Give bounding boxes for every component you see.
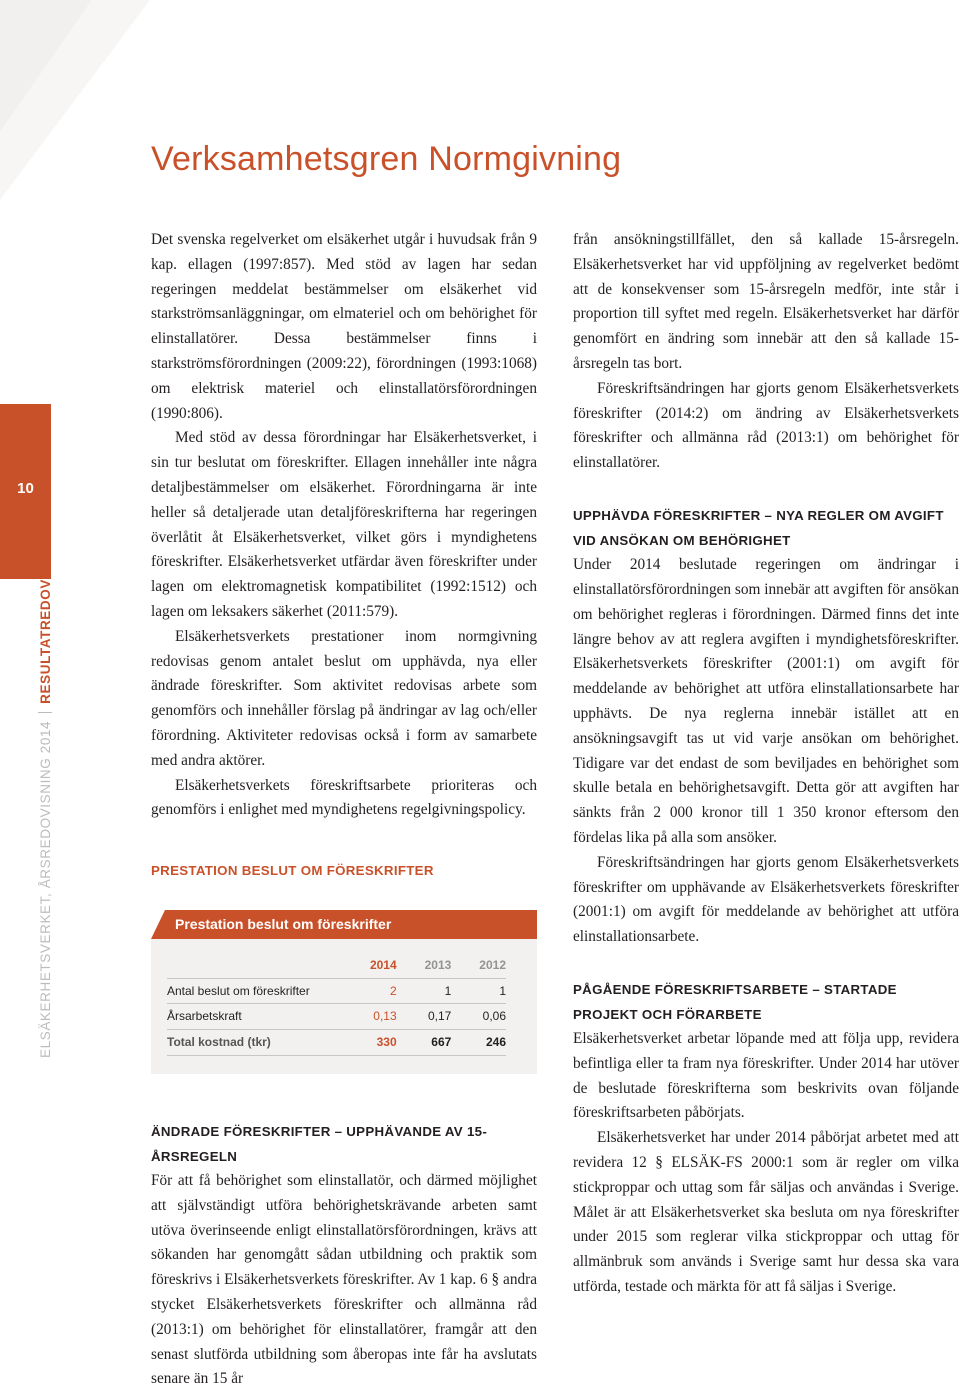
section-heading-pagaende: PÅGÅENDE FÖRESKRIFTSARBETE – STARTADE PROJEKT OCH FÖRARBETE [573, 981, 897, 1022]
table-row [167, 1004, 506, 1030]
year-header: 2013 [397, 953, 452, 978]
vertical-running-header [38, 529, 53, 1058]
section-label: RESULTATREDOVISNING [38, 528, 53, 704]
section-heading-andrade: ÄNDRADE FÖRESKRIFTER – UPPHÄVANDE AV 15-ÅRSREGELN [151, 1123, 488, 1164]
empty-header-cell [167, 953, 342, 978]
spacer [151, 823, 537, 859]
table-row-total [167, 1030, 506, 1056]
paragraph: från ansökningstillfället, den så kallade 15-årsregeln. Elsäkerhetsverket har vid uppföljning av regelverket bedömt att de konsekvenser som 15-årsregeln medför, inte står i proportion till syftet med regeln. Elsäkerhetsverket har därför genomfört en ändring som innebär att den så kallade 15-årsregeln tas bort. [573, 231, 959, 372]
row-label: Antal beslut om föreskrifter [167, 978, 342, 1004]
spacer [573, 950, 959, 978]
paragraph: Elsäkerhetsverkets föreskriftsarbete prioriteras och genomförs i enlighet med myndighetens regelgivningspolicy. [151, 776, 537, 819]
prestation-table [167, 953, 506, 1056]
right-column [573, 228, 959, 1300]
table-title: Prestation beslut om föreskrifter [151, 910, 537, 939]
cell-value: 0,06 [451, 1004, 506, 1030]
paragraph: Elsäkerhetsverkets prestationer inom normgivning redovisas genom antalet beslut om upphävda, nya eller ändrade föreskrifter. Som aktivitet redovisas arbete som genomförs och innehåller förslag på ändringar av lag och/eller förordning. Aktiviteter redovisas också i form av samarbete med andra aktörer. [151, 627, 537, 769]
paragraph: För att få behörighet som elinstallatör, och därmed möjlighet att självständigt utföra behörighetskrävande arbeten samt utöva överinseende enligt elinstallatörsförordningen, krävs att sökanden har genomgått sådan utbildning och praktik som föreskrivs i Elsäkerhetsverkets föreskrifter. Av 1 kap. 6 § andra stycket Elsäkerhetsverkets föreskrifter och allmänna råd (2013:1) om behörighet för elinstallatörer, framgår att den senast slutförda utbildning som åberopas inte får ha avslutats senare än 15 år [151, 1172, 537, 1388]
cell-value: 0,17 [397, 1004, 452, 1030]
section-heading-prestation: PRESTATION BESLUT OM FÖRESKRIFTER [151, 863, 434, 879]
year-header: 2012 [451, 953, 506, 978]
paragraph: Under 2014 beslutade regeringen om ändringar i elinstallatörsförordningen som innebär att avgiften för ansökan om behörighet regleras i förordningen. Därmed finns det inte längre behov av att reglera avgiften i myndighetsföreskrifter. Elsäkerhetsverkets föreskrifter (2001:1) om avgift för meddelande av behörighet att utföra elinstallationsarbete har upphävts. De nya reglerna innebär istället att en ansökningsavgift tas ut vid varje ansökan om behörighet. Tidigare var det endast de som beviljades en behörighet som skulle betala en behörighetsavgift. Detta gör att avgiften har sänkts från 2 000 kronor till 1 350 kronor eftersom den fördelas lika på alla som ansöker. [573, 556, 959, 846]
page-title: Verksamhetsgren Normgivning [151, 140, 622, 178]
row-label: Total kostnad (tkr) [167, 1030, 342, 1056]
paragraph: Elsäkerhetsverket arbetar löpande med att följa upp, revidera befintliga eller ta fram nya föreskrifter. Under 2014 har utöver de beslutade föreskrifterna som beskrivits ovan följande föreskriftsarbeten påbörjats. [573, 1030, 959, 1122]
table-row [167, 978, 506, 1004]
cell-value: 1 [397, 978, 452, 1004]
section-heading-upphavda: UPPHÄVDA FÖRESKRIFTER – NYA REGLER OM AVGIFT VID ANSÖKAN OM BEHÖRIGHET [573, 507, 944, 548]
year-header: 2014 [342, 953, 397, 978]
cell-value: 0,13 [342, 1004, 397, 1030]
paragraph: Föreskriftsändringen har gjorts genom Elsäkerhetsverkets föreskrifter om upphävande av Elsäkerhetsverkets föreskrifter (2001:1) om avgift för meddelande av behörighet att utföra elinstallationsarbete. [573, 853, 959, 946]
spacer [573, 476, 959, 504]
divider [38, 712, 52, 713]
paragraph: Med stöd av dessa förordningar har Elsäkerhetsverket, i sin tur beslutat om föreskrifter. Ellagen innehåller inte några detaljbestämmelser om elsäkerhet. Förordningarna är inte heller så detaljerade utan detaljföreskrifterna har regeringen överlåtit åt Elsäkerhetsverket, vilket görs i myndighetens föreskrifter. Elsäkerhetsverket utfärdar även föreskrifter under lagen om elektromagnetisk kompatibilitet (1992:1512) och lagen om leksakers säkerhet (2011:579). [151, 429, 537, 620]
spacer [151, 1074, 537, 1120]
cell-value: 1 [451, 978, 506, 1004]
prestation-table-box [151, 910, 537, 1074]
cell-value: 330 [342, 1030, 397, 1056]
cell-value: 2 [342, 978, 397, 1004]
table-header-row [167, 953, 506, 978]
corner-decoration [0, 0, 150, 200]
row-label: Årsarbetskraft [167, 1004, 342, 1030]
cell-value: 246 [451, 1030, 506, 1056]
paragraph: Föreskriftsändringen har gjorts genom Elsäkerhetsverkets föreskrifter (2014:2) om ändring av Elsäkerhetsverkets föreskrifter och allmänna råd (2013:1) om behörighet för elinstallatörer. [573, 379, 959, 472]
org-label: ELSÄKERHETSVERKET, ÅRSREDOVISNING 2014 [38, 720, 53, 1058]
cell-value: 667 [397, 1030, 452, 1056]
paragraph: Det svenska regelverket om elsäkerhet utgår i huvudsak från 9 kap. ellagen (1997:857). Med stöd av lagen har sedan regeringen meddelat bestämmelser om elsäkerhet vid starkströmsanläggningar, om elmateriel och om behörighet för elinstallatörer. Dessa bestämmelser finns i starkströmsförordningen (2009:22), förordningen (1993:1068) om elektrisk materiel och elinstallatörsförordningen (1990:806). [151, 231, 537, 422]
paragraph: Elsäkerhetsverket har under 2014 påbörjat arbetet med att revidera 12 § ELSÄK-FS 2000:1 som är regler om vilka stickproppar och uttag som får säljas och användas i Sverige. Målet är att Elsäkerhetsverket ska besluta om nya föreskrifter under 2015 som reglerar vilka stickproppar och uttag för allmänbruk som används i Sverige samt hur dessa ska vara utförda, testade och märkta för att få säljas i Sverige. [573, 1129, 959, 1296]
left-column [151, 228, 537, 1392]
page-number: 10 [17, 480, 34, 497]
